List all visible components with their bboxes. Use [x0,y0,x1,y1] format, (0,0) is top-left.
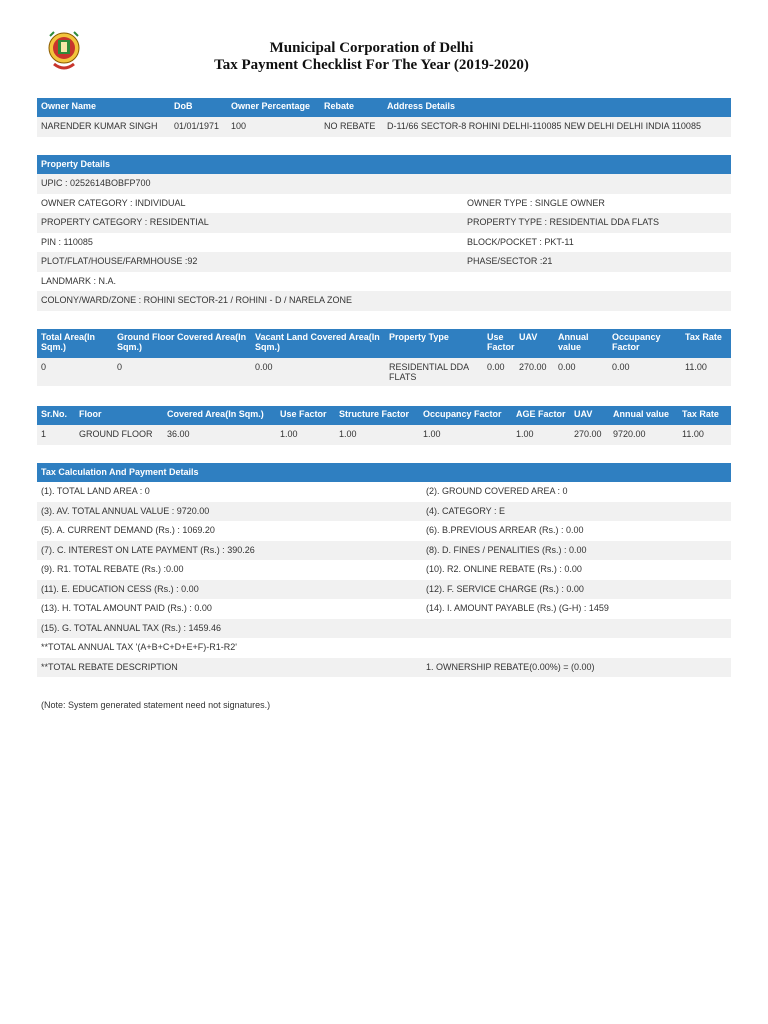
tax-item-left: (11). E. EDUCATION CESS (Rs.) : 0.00 [41,583,199,594]
list-item [37,677,731,697]
phase-sector: PHASE/SECTOR :21 [467,256,553,266]
tax-item-left: (13). H. TOTAL AMOUNT PAID (Rs.) : 0.00 [41,603,212,613]
col-uav: UAV [515,329,554,358]
property-category: PROPERTY CATEGORY : RESIDENTIAL [41,217,209,227]
owner-dob: 01/01/1971 [170,117,227,137]
list-item [37,252,731,272]
list-item [37,541,731,561]
col-property-type: Property Type [385,329,483,358]
owner-type: OWNER TYPE : SINGLE OWNER [467,197,605,208]
landmark: LANDMARK : N.A. [41,275,117,286]
list-item [37,638,731,658]
floor-table [37,406,731,445]
col-structure-factor: Structure Factor [335,406,419,425]
cell-occupancy-factor: 0.00 [608,358,681,386]
col-use-factor: Use Factor [483,329,515,358]
owner-name: NARENDER KUMAR SINGH [37,117,170,137]
tax-item-right: (10). R2. ONLINE REBATE (Rs.) : 0.00 [426,564,582,574]
tax-item-left [41,677,426,697]
col-annual-value: Annual value [609,406,678,425]
property-section [37,155,731,311]
table-row [37,425,731,445]
cell-total-area: 0 [37,358,113,386]
block-pocket: BLOCK/POCKET : PKT-11 [467,236,574,247]
list-item [37,619,731,639]
tax-item-left: (1). TOTAL LAND AREA : 0 [41,486,150,496]
tax-item-right: (14). I. AMOUNT PAYABLE (Rs.) (G-H) : 1459 [426,603,609,613]
tax-item-left: (7). C. INTEREST ON LATE PAYMENT (Rs.) : 390.26 [41,544,255,555]
list-item [37,291,731,311]
pin: PIN : 110085 [41,236,93,247]
list-item [37,521,731,541]
cell-annual-value: 0.00 [554,358,608,386]
tax-item-right: (8). D. FINES / PENALITIES (Rs.) : 0.00 [426,544,587,555]
col-uav: UAV [570,406,609,425]
tax-item-right: (4). CATEGORY : E [426,505,506,516]
cell-use-factor: 1.00 [276,425,335,445]
table-row [37,117,731,137]
list-item [37,560,731,580]
tax-section [37,463,731,697]
area-section [37,329,731,386]
col-occupancy-factor: Occupancy Factor [419,406,512,425]
col-sr-no: Sr.No. [37,406,75,425]
colony-ward-zone: COLONY/WARD/ZONE : ROHINI SECTOR-21 / ROHINI - D / NARELA ZONE [41,295,353,305]
tax-item-right: 1. OWNERSHIP REBATE(0.00%) = (0.00) [426,661,595,672]
col-owner-percentage: Owner Percentage [227,98,320,117]
floor-section [37,406,731,445]
table-row [37,358,731,386]
tax-item-left: (5). A. CURRENT DEMAND (Rs.) : 1069.20 [41,525,215,535]
cell-use-factor: 0.00 [483,358,515,386]
cell-covered-area: 36.00 [163,425,276,445]
list-item [37,502,731,522]
list-item [37,213,731,233]
upic: UPIC : 0252614BOBFP700 [41,178,151,188]
cell-ground-floor-area: 0 [113,358,251,386]
cell-tax-rate: 11.00 [678,425,731,445]
tax-item-right: (12). F. SERVICE CHARGE (Rs.) : 0.00 [426,583,584,594]
cell-annual-value: 9720.00 [609,425,678,445]
cell-tax-rate: 11.00 [681,358,731,386]
area-table [37,329,731,386]
owner-rebate: NO REBATE [320,117,383,137]
col-ground-floor-area: Ground Floor Covered Area(In Sqm.) [113,329,251,358]
col-age-factor: AGE Factor [512,406,570,425]
tax-item-left: **TOTAL ANNUAL TAX '(A+B+C+D+E+F)-R1-R2' [41,642,237,652]
owner-table [37,98,731,137]
tax-rows [37,482,731,697]
tax-item-left: **TOTAL REBATE DESCRIPTION [41,661,178,672]
col-owner-name: Owner Name [37,98,170,117]
tax-item-right: (6). B.PREVIOUS ARREAR (Rs.) : 0.00 [426,525,584,535]
list-item [37,272,731,292]
cell-sr-no: 1 [37,425,75,445]
document-header [0,40,768,74]
col-floor: Floor [75,406,163,425]
col-vacant-land-area: Vacant Land Covered Area(In Sqm.) [251,329,385,358]
header-title: Municipal Corporation of Delhi [269,40,474,56]
property-title: Property Details [37,155,731,174]
cell-uav: 270.00 [515,358,554,386]
cell-property-type: RESIDENTIAL DDA FLATS [385,358,483,386]
footer-note: (Note: System generated statement need not signatures.) [41,700,271,710]
col-occupancy-factor: Occupancy Factor [608,329,681,358]
cell-age-factor: 1.00 [512,425,570,445]
list-item [37,174,731,194]
owner-address: D-11/66 SECTOR-8 ROHINI DELHI-110085 NEW DELHI DELHI INDIA 110085 [383,117,731,137]
property-type: PROPERTY TYPE : RESIDENTIAL DDA FLATS [467,217,660,227]
list-item [37,599,731,619]
col-address: Address Details [383,98,731,117]
col-total-area: Total Area(In Sqm.) [37,329,113,358]
col-use-factor: Use Factor [276,406,335,425]
owner-category: OWNER CATEGORY : INDIVIDUAL [41,197,186,208]
list-item [37,580,731,600]
col-annual-value: Annual value [554,329,608,358]
col-rebate: Rebate [320,98,383,117]
col-dob: DoB [170,98,227,117]
tax-title: Tax Calculation And Payment Details [37,463,731,482]
tax-item-left: (3). AV. TOTAL ANNUAL VALUE : 9720.00 [41,505,210,516]
col-tax-rate: Tax Rate [681,329,731,358]
cell-structure-factor: 1.00 [335,425,419,445]
plot: PLOT/FLAT/HOUSE/FARMHOUSE :92 [41,256,198,266]
list-item [37,482,731,502]
list-item [37,194,731,214]
cell-uav: 270.00 [570,425,609,445]
col-tax-rate: Tax Rate [678,406,731,425]
owner-section [37,98,731,137]
tax-item-left: (9). R1. TOTAL REBATE (Rs.) :0.00 [41,564,184,574]
cell-occupancy-factor: 1.00 [419,425,512,445]
tax-item-right: (2). GROUND COVERED AREA : 0 [426,486,568,496]
owner-percentage: 100 [227,117,320,137]
col-covered-area: Covered Area(In Sqm.) [163,406,276,425]
tax-item-left: (15). G. TOTAL ANNUAL TAX (Rs.) : 1459.46 [41,622,222,633]
header-subtitle: Tax Payment Checklist For The Year (2019-2020) [214,57,529,73]
list-item [37,233,731,253]
cell-vacant-land-area: 0.00 [251,358,385,386]
cell-floor: GROUND FLOOR [75,425,163,445]
property-rows [37,174,731,311]
list-item [37,658,731,678]
